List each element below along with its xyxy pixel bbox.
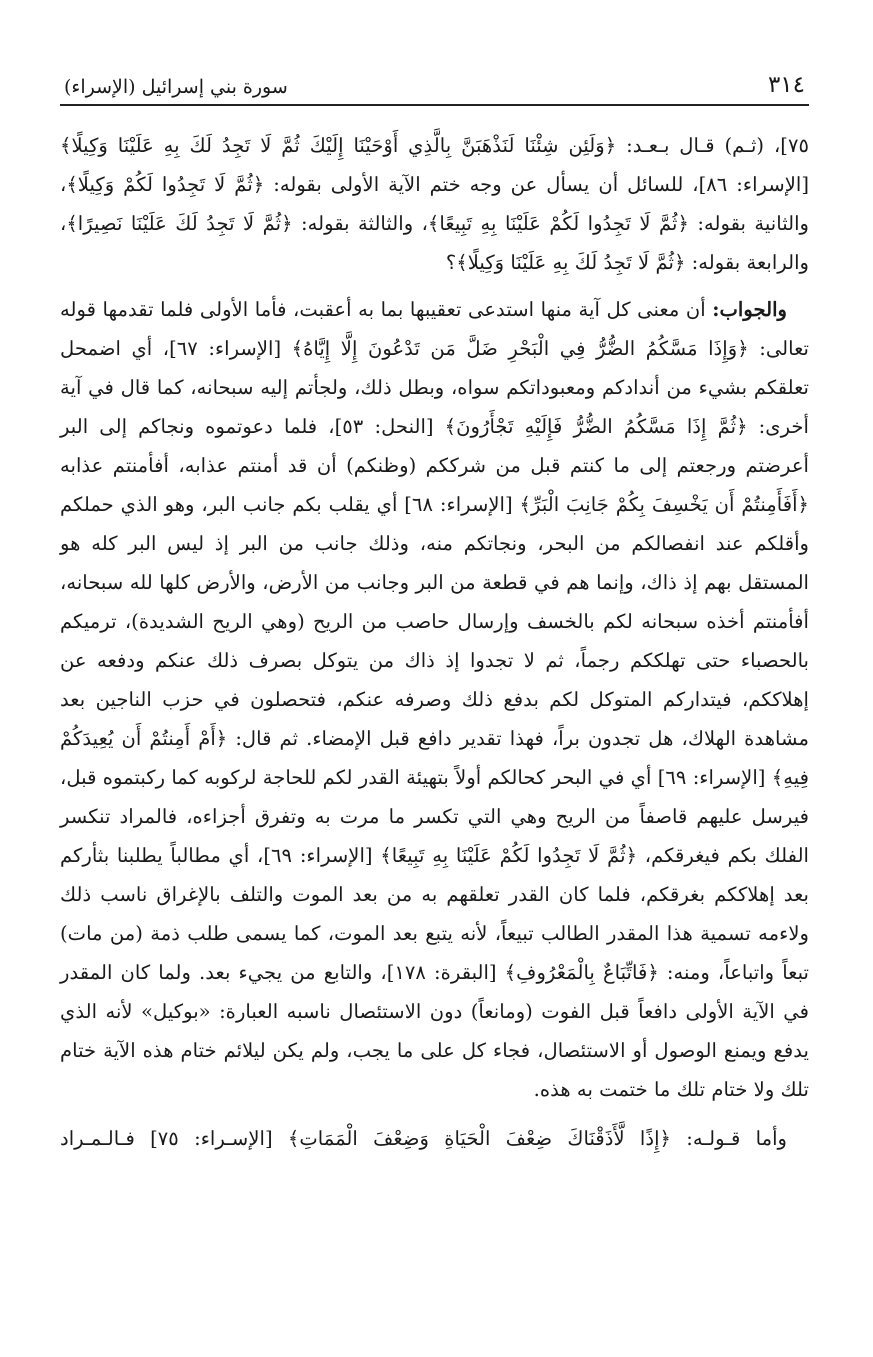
paragraph-continuation — [60, 1119, 809, 1158]
page-number: ٣١٤ — [767, 72, 805, 98]
running-header — [60, 58, 809, 106]
answer-label: والجواب: — [712, 298, 787, 321]
body-text — [60, 126, 809, 1158]
paragraph-question — [60, 126, 809, 282]
paragraph-answer-text: أن معنى كل آية منها استدعى تعقيبها بما به أعقبت، فأما الأولى فلما تقدمها قوله تعالى: ﴿وَإِذَا مَسَّكُمُ الضُّرُّ فِي الْبَحْرِ ضَلَّ مَن تَدْعُونَ إِلَّا إِيَّاهُ﴾ [الإسراء: ٦٧]، أي اضمحل تعلقكم بشيء من أندادكم ومعبوداتكم سواه، وبطل ذلك، ولجأتم إليه سبحانه، كما قال في آية أخرى: ﴿ثُمَّ إِذَا مَسَّكُمُ الضُّرُّ فَإِلَيْهِ تَجْأَرُونَ﴾ [النحل: ٥٣]، فلما دعوتموه ونجاكم إلى البر أعرضتم ورجعتم إلى ما كنتم قبل من شرككم (وظنكم) أن قد أمنتم عذابه، أفأمنتم عذابه ﴿أَفَأَمِنتُمْ أَن يَخْسِفَ بِكُمْ جَانِبَ الْبَرِّ﴾ [الإسراء: ٦٨] أي يقلب بكم جانب البر، وهو الذي حملكم وأقلكم عند انفصالكم من البحر، ونجاتكم منه، وذلك جانب من البر إذ ليس البر كله هو المستقل بهم إذ ذاك، وإنما هم في قطعة من البر وجانب من الأرض، والأرض كلها لله سبحانه، أفأمنتم أخذه سبحانه لكم بالخسف وإرسال حاصب من الريح (وهي الريح الشديدة)، ترميكم بالحصباء حتى تهلككم رجماً، ثم لا تجدوا إذ ذاك من يتوكل بصرف ذلك عنكم ودفعه عن إهلاككم، فيتداركم المتوكل لكم بدفع ذلك وصرفه عنكم، فتحصلون في حزب الناجين بعد مشاهدة الهلاك، هل تجدون براً، فهذا تقدير دافع قبل الإمضاء. ثم قال: ﴿أَمْ أَمِنتُمْ أَن يُعِيدَكُمْ فِيهِ﴾ [الإسراء: ٦٩] أي في البحر كحالكم أولاً بتهيئة القدر لكم للحاجة لركوبه كما ركبتموه قبل، فيرسل عليهم قاصفاً من الريح وهي التي تكسر ما مرت به وتفرق أجزاءه، فالمراد تنكسر الفلك بكم فيغرقكم، ﴿ثُمَّ لَا تَجِدُوا لَكُمْ عَلَيْنَا بِهِ تَبِيعًا﴾ [الإسراء: ٦٩]، أي مطالباً يطلبنا بثأركم بعد إهلاككم بغرقكم، فلما كان القدر تعلقهم به من بعد الموت والتلف بالإغراق ناسب ذلك ولاءمه تسمية هذا المقدر الطالب تبيعاً، لأنه يتبع بعد الموت، كما يسمى طلب ذمة (من مات) تبعاً واتباعاً، ومنه: ﴿فَاتِّبَاعٌ بِالْمَعْرُوفِ﴾ [البقرة: ١٧٨]، والتابع من يجيء بعد. ولما كان المقدر في الآية الأولى دافعاً قبل الفوت (ومانعاً) دون الاستئصال ناسبه العبارة: «بوكيل» لأنه الذي يدفع ويمنع الوصول أو الاستئصال، فجاء كل على ما يجب، ولم يكن ليلائم ختام هذه الآية ختام تلك ولا ختام تلك ما ختمت به هذه. — [60, 298, 810, 1101]
paragraph-answer — [60, 290, 809, 1109]
paragraph-continuation-text: وأما قـولـه: ﴿إِذًا لَّأَذَقْنَاكَ ضِعْفَ الْحَيَاةِ وَضِعْفَ الْمَمَاتِ﴾ [الإسـراء: ٧٥] فـالـمـراد — [60, 1127, 787, 1150]
surah-title: سورة بني إسرائيل (الإسراء) — [64, 76, 288, 98]
paragraph-question-text: ٧٥]، (ثـم) قـال بـعـد: ﴿وَلَئِن شِئْنَا لَنَذْهَبَنَّ بِالَّذِي أَوْحَيْنَا إِلَيْكَ ثُمَّ لَا تَجِدُ لَكَ بِهِ عَلَيْنَا وَكِيلًا﴾ [الإسراء: ٨٦]، للسائل أن يسأل عن وجه ختم الآية الأولى بقوله: ﴿ثُمَّ لَا تَجِدُوا لَكُمْ وَكِيلًا﴾، والثانية بقوله: ﴿ثُمَّ لَا تَجِدُوا لَكُمْ عَلَيْنَا بِهِ تَبِيعًا﴾، والثالثة بقوله: ﴿ثُمَّ لَا تَجِدُ لَكَ عَلَيْنَا نَصِيرًا﴾، والرابعة بقوله: ﴿ثُمَّ لَا تَجِدُ لَكَ بِهِ عَلَيْنَا وَكِيلًا﴾؟ — [60, 134, 809, 274]
